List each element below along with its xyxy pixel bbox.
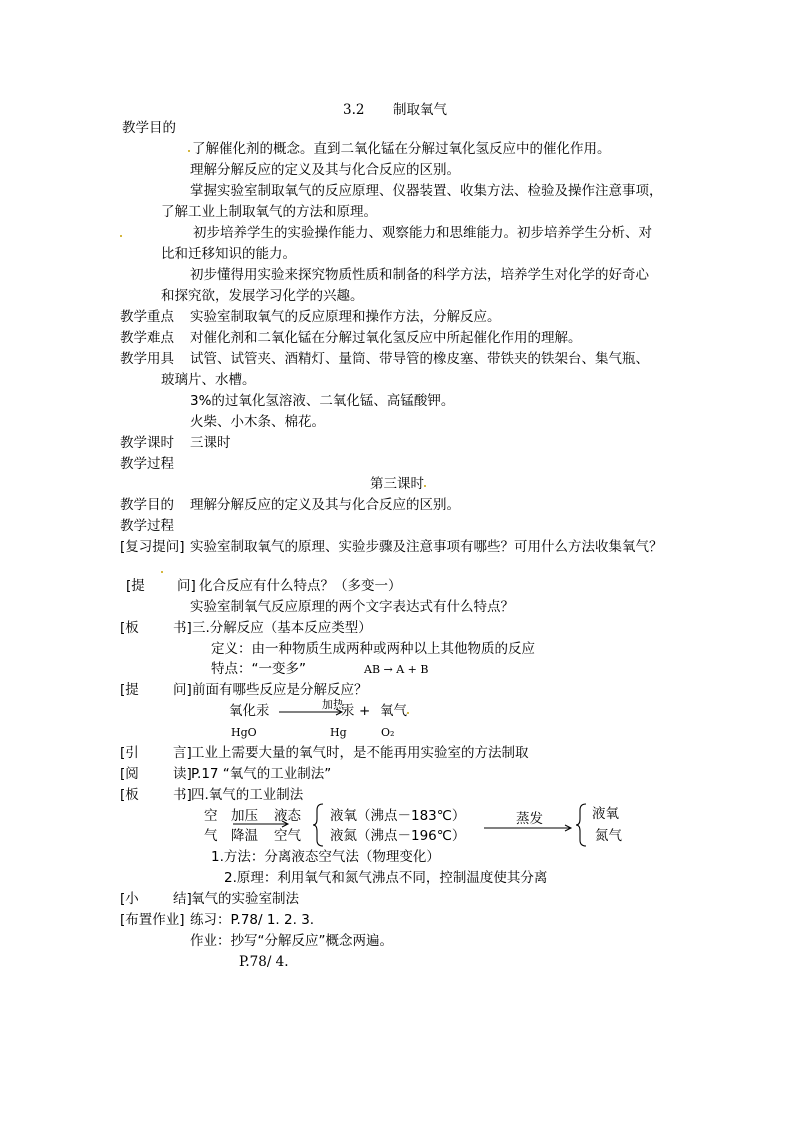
stray-mark xyxy=(188,150,190,152)
summary-text: 氧气的实验室制法 xyxy=(191,891,299,907)
condition-text: 降温 xyxy=(231,828,258,844)
summary-tag: 结] xyxy=(173,891,192,907)
stray-mark xyxy=(407,712,409,714)
lesson-process-label: 教学过程 xyxy=(120,518,174,534)
objective-item: 了解工业上制取氧气的方法和原理。 xyxy=(161,204,377,220)
air-text: 气 xyxy=(204,828,218,844)
reaction-product: 氧气 xyxy=(380,703,407,719)
question-tag: 问] xyxy=(177,578,196,594)
reaction-product: 汞 xyxy=(341,703,355,719)
board-tag: [板 xyxy=(120,787,139,803)
feature-formula: AB → A + B xyxy=(364,663,429,676)
tools-text: 试管、试管夹、酒精灯、量筒、带导管的橡皮塞、带铁夹的铁架台、集气瓶、 xyxy=(190,351,649,367)
left-brace-icon xyxy=(575,803,589,847)
liquid-oxygen-text: 液氧（沸点－183℃） xyxy=(330,808,466,824)
intro-text: 工业上需要大量的氧气时，是不能再用实验室的方法制取 xyxy=(191,745,529,761)
tools-label: 教学用具 xyxy=(120,351,174,367)
board-tag: 书] xyxy=(173,787,192,803)
reaction-reactant: 氧化汞 xyxy=(229,703,270,719)
stray-mark xyxy=(424,485,426,487)
difficulties-text: 对催化剂和二氧化锰在分解过氧化氢反应中所起催化作用的理解。 xyxy=(190,330,582,346)
board-text: 四.氧气的工业制法 xyxy=(191,787,304,803)
method-text: 1.方法：分离液态空气法（物理变化） xyxy=(211,849,440,865)
question-text: 实验室制氧气反应原理的两个文字表达式有什么特点？ xyxy=(190,599,514,615)
periods-text: 三课时 xyxy=(190,435,231,451)
objective-item: 比和迁移知识的能力。 xyxy=(161,246,296,262)
reaction-plus: + xyxy=(359,703,371,719)
stray-mark xyxy=(161,571,163,573)
formula: HgO xyxy=(231,726,257,739)
objective-item: 理解分解反应的定义及其与化合反应的区别。 xyxy=(190,162,460,178)
key-points-label: 教学重点 xyxy=(120,309,174,325)
formula: Hg xyxy=(330,726,347,739)
intro-tag: 言] xyxy=(173,745,192,761)
homework-text: P.78/ 4. xyxy=(239,954,289,970)
liquid-nitrogen-text: 液氮（沸点－196℃） xyxy=(330,828,466,844)
objective-item: 掌握实验室制取氧气的反应原理、仪器装置、收集方法、检验及操作注意事项， xyxy=(190,183,663,199)
review-text: 实验室制取氧气的原理、实验步骤及注意事项有哪些？可用什么方法收集氧气？ xyxy=(190,539,663,555)
board-text: 三.分解反应（基本反应类型） xyxy=(192,620,372,636)
question-tag: 问] xyxy=(173,682,192,698)
key-points-text: 实验室制取氧气的反应原理和操作方法，分解反应。 xyxy=(190,309,501,325)
feature-text: 特点：“一变多” xyxy=(211,661,306,677)
definition-text: 定义：由一种物质生成两种或两种以上其他物质的反应 xyxy=(211,641,535,657)
objective-item: 初步懂得用实验来探究物质性质和制备的科学方法，培养学生对化学的好奇心 xyxy=(190,267,649,283)
state-text: 液态 xyxy=(274,808,301,824)
board-tag: [板 xyxy=(120,620,139,636)
condition-text: 加压 xyxy=(231,808,258,824)
periods-label: 教学课时 xyxy=(120,435,174,451)
board-tag: 书] xyxy=(173,620,192,636)
homework-text: 作业：抄写“分解反应”概念两遍。 xyxy=(190,933,393,949)
summary-tag: [小 xyxy=(120,891,139,907)
formula: O₂ xyxy=(381,726,395,739)
stray-mark xyxy=(120,235,122,237)
tools-text: 火柴、小木条、棉花。 xyxy=(190,414,325,430)
process-label: 教学过程 xyxy=(120,456,174,472)
question-tag: [提 xyxy=(126,578,145,594)
lesson-objective-text: 理解分解反应的定义及其与化合反应的区别。 xyxy=(190,497,460,513)
objectives-label: 教学目的 xyxy=(122,120,176,136)
lesson-title: 第三课时 xyxy=(370,476,424,492)
air-text: 空 xyxy=(204,808,218,824)
result-text: 液氧 xyxy=(592,806,619,822)
objective-item: 初步培养学生的实验操作能力、观察能力和思维能力。初步培养学生分析、对 xyxy=(193,225,652,241)
result-text: 氮气 xyxy=(595,828,622,844)
difficulties-label: 教学难点 xyxy=(120,330,174,346)
question-text: 前面有哪些反应是分解反应？ xyxy=(192,682,368,698)
review-tag: [复习提问] xyxy=(120,539,185,555)
reading-tag: 读] xyxy=(173,766,192,782)
objective-item: 了解催化剂的概念。直到二氧化锰在分解过氧化氢反应中的催化作用。 xyxy=(192,141,611,157)
section-number: 3.2 xyxy=(343,102,365,118)
tools-text: 3%的过氧化氢溶液、二氧化锰、高锰酸钾。 xyxy=(190,393,455,409)
reaction-condition: 加热 xyxy=(322,698,344,711)
state-text: 空气 xyxy=(274,828,301,844)
page-title: 制取氧气 xyxy=(393,102,447,118)
tools-text: 玻璃片、水槽。 xyxy=(161,372,256,388)
question-tag: [提 xyxy=(120,682,139,698)
reading-text: P.17 “氧气的工业制法” xyxy=(191,766,332,782)
question-text: 化合反应有什么特点？（多变一） xyxy=(199,578,402,594)
homework-text: 练习：P.78/ 1. 2. 3. xyxy=(190,912,315,928)
homework-tag: [布置作业] xyxy=(120,912,185,928)
intro-tag: [引 xyxy=(120,745,139,761)
reaction-arrow-icon xyxy=(279,711,343,721)
principle-text: 2.原理：利用氧气和氮气沸点不同，控制温度使其分离 xyxy=(224,870,548,886)
left-brace-icon xyxy=(312,803,326,847)
evaporate-text: 蒸发 xyxy=(516,811,543,827)
reading-tag: [阅 xyxy=(120,766,139,782)
lesson-objective-label: 教学目的 xyxy=(120,497,174,513)
evaporate-arrow-icon xyxy=(484,826,572,836)
objective-item: 和探究欲，发展学习化学的兴趣。 xyxy=(161,288,364,304)
